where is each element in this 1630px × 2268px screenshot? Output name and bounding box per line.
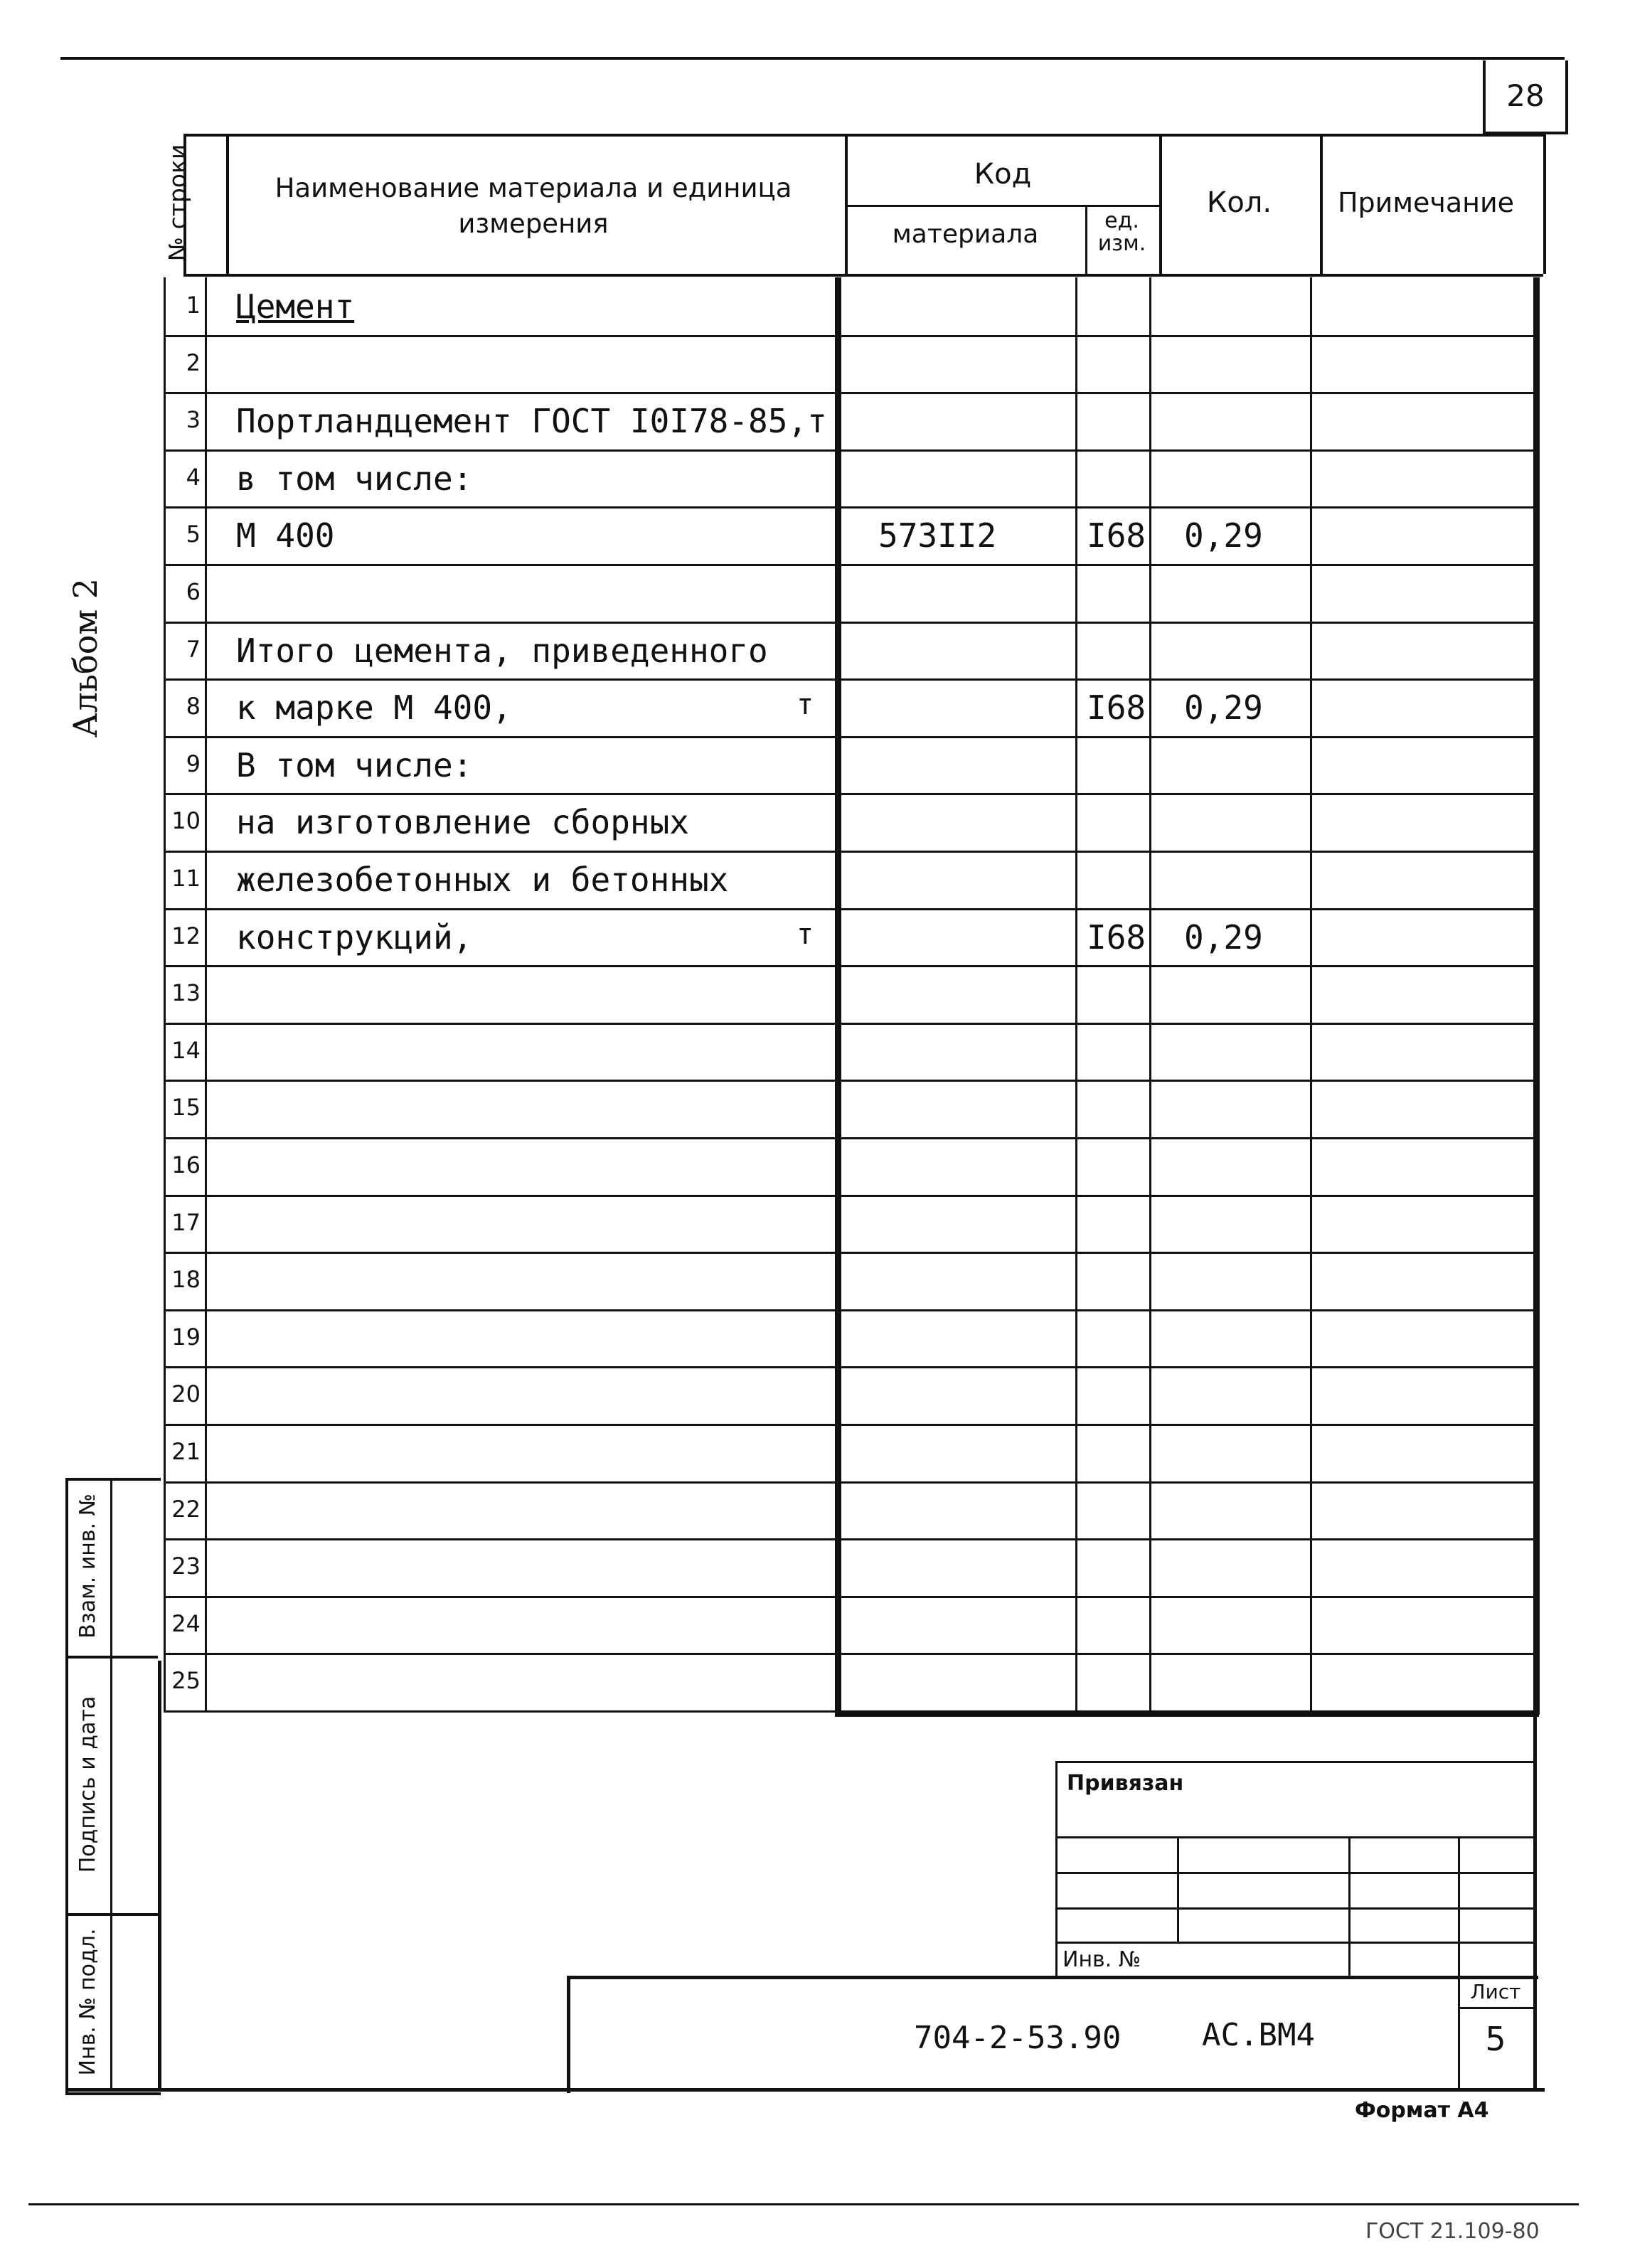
album-label: Альбом 2 [66, 577, 105, 738]
row-divider [164, 793, 1533, 795]
frame-left [158, 1661, 161, 2091]
row-code: 573II2 [878, 516, 997, 555]
header-name-text: Наименование материала и единица измерения [275, 173, 792, 239]
header-col-border-6 [1543, 134, 1546, 274]
bound-line-3 [1055, 1907, 1535, 1910]
row-divider [164, 851, 1533, 853]
row-number: 3 [186, 406, 201, 434]
side-inv-orig: Инв. № подл. [75, 1928, 100, 2076]
sheet-number-top: 28 [1506, 78, 1545, 113]
row-number: 5 [186, 521, 201, 548]
side-stamp-divider-h1 [65, 1656, 158, 1659]
bound-line-1 [1055, 1836, 1535, 1838]
row-number: 13 [171, 979, 201, 1007]
header-name [228, 171, 839, 242]
row-divider [164, 965, 1533, 967]
row-name: в том числе: [236, 459, 473, 498]
row-number: 25 [171, 1667, 201, 1695]
row-divider [164, 1309, 1533, 1311]
row-divider [164, 392, 1533, 394]
row-divider [164, 1710, 1533, 1713]
row-number: 10 [171, 807, 201, 835]
side-sign-date: Подпись и дата [75, 1695, 100, 1873]
row-divider [164, 564, 1533, 566]
row-divider [164, 1080, 1533, 1082]
row-name: Портландцемент ГОСТ I0I78-85,т [236, 402, 827, 441]
row-name: М 400 [236, 516, 335, 555]
row-divider [164, 1137, 1533, 1139]
row-number: 6 [186, 578, 201, 605]
side-replace-inv: Взам. инв. № [75, 1494, 100, 1639]
row-number: 8 [186, 693, 201, 720]
bound-label: Привязан [1067, 1771, 1184, 1796]
row-number: 14 [171, 1036, 201, 1064]
bound-vline-2 [1348, 1836, 1351, 1976]
row-unit: I68 [1087, 688, 1146, 728]
doc-code: 704-2-53.90 [914, 2020, 1122, 2056]
row-unit-suffix: т [797, 917, 814, 951]
row-number: 1 [186, 292, 201, 319]
row-name: на изготовление сборных [236, 803, 689, 842]
row-number: 9 [186, 750, 201, 777]
row-divider [164, 1538, 1533, 1540]
inv-no-label: Инв. № [1062, 1947, 1141, 1972]
row-divider [164, 1195, 1533, 1197]
gost-footer: ГОСТ 21.109-80 [1365, 2219, 1540, 2244]
header-note: Примечание [1337, 187, 1515, 218]
header-qty: Кол. [1206, 186, 1272, 219]
row-number: 20 [171, 1380, 201, 1408]
body-col-note [1310, 277, 1312, 1710]
bound-line-4 [1055, 1942, 1535, 1944]
row-number: 19 [171, 1323, 201, 1351]
header-code-unit-line2: изм. [1097, 231, 1146, 256]
row-divider [164, 506, 1533, 509]
row-divider [164, 335, 1533, 337]
header-row-no: № строки [164, 144, 191, 262]
header-code-unit-line1: ед. [1104, 208, 1139, 233]
row-divider [164, 678, 1533, 681]
row-divider [164, 449, 1533, 452]
row-divider [164, 736, 1533, 738]
row-number: 15 [171, 1094, 201, 1122]
row-number: 7 [186, 635, 201, 663]
bottom-rule [28, 2203, 1579, 2205]
row-divider [164, 908, 1533, 910]
row-number: 18 [171, 1266, 201, 1294]
row-number: 16 [171, 1151, 201, 1178]
bound-vline-3 [1458, 1836, 1460, 1976]
sheet-value: 5 [1485, 2020, 1506, 2058]
row-name: Итого цемента, приведенного [236, 631, 768, 670]
row-unit-suffix: т [797, 688, 814, 722]
row-number: 22 [171, 1495, 201, 1523]
row-unit: I68 [1087, 516, 1146, 555]
sheet-label: Лист [1470, 1980, 1521, 2003]
bound-vline-1 [1177, 1836, 1179, 1943]
row-number: 4 [186, 463, 201, 491]
row-qty: 0,29 [1184, 917, 1263, 957]
row-divider [164, 1596, 1533, 1598]
row-number: 11 [171, 865, 201, 892]
header-code-material: материала [892, 220, 1039, 249]
row-number: 12 [171, 922, 201, 949]
side-stamp-divider-v [110, 1478, 112, 2089]
row-divider [164, 1481, 1533, 1484]
body-col-unit [1075, 277, 1077, 1710]
row-divider [164, 1653, 1533, 1655]
doc-mark: АС.ВМ4 [1202, 2017, 1315, 2053]
row-divider [164, 1252, 1533, 1254]
body-thick-left [835, 277, 841, 1715]
row-divider [164, 1424, 1533, 1426]
row-qty: 0,29 [1184, 516, 1263, 555]
header-code-divider [845, 205, 1159, 207]
row-name: Цемент [236, 287, 355, 326]
row-divider [164, 622, 1533, 624]
row-divider [164, 1023, 1533, 1025]
sheet-cell-hline [1458, 2007, 1533, 2009]
row-unit: I68 [1087, 917, 1146, 957]
row-number: 2 [186, 348, 201, 376]
row-name: В том числе: [236, 745, 473, 784]
body-thick-right [1533, 277, 1540, 1715]
row-name: железобетонных и бетонных [236, 861, 729, 899]
header-code-group: Код [974, 158, 1032, 191]
body-col-qty [1149, 277, 1151, 1710]
row-number: 17 [171, 1208, 201, 1236]
row-name: к марке М 400, [236, 688, 512, 728]
body-num-border [205, 277, 207, 1710]
row-qty: 0,29 [1184, 688, 1263, 728]
row-number: 24 [171, 1609, 201, 1637]
row-divider [164, 1366, 1533, 1368]
header-top-border [183, 134, 1543, 137]
format-label: Формат А4 [1355, 2098, 1489, 2123]
row-name: конструкций, [236, 917, 473, 957]
bound-line-2 [1055, 1872, 1535, 1874]
row-number: 23 [171, 1553, 201, 1580]
row-number: 21 [171, 1438, 201, 1465]
header-bottom-border [183, 274, 1543, 277]
header-code-unit [1085, 210, 1159, 255]
